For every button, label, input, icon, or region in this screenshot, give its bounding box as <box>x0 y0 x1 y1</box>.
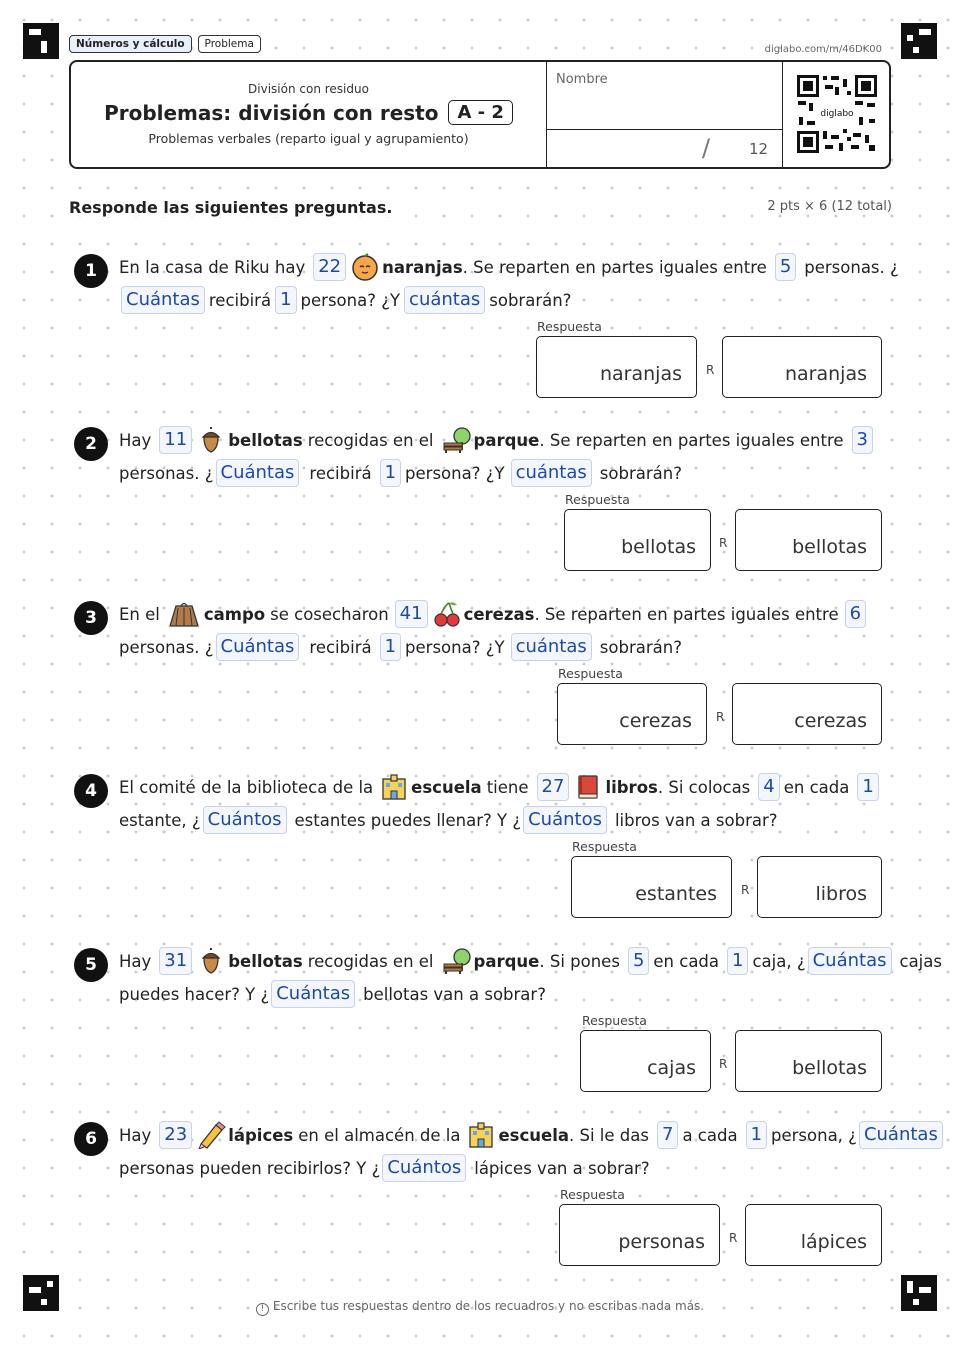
number-box: 7 <box>657 1121 678 1149</box>
worksheet-code: A - 2 <box>448 100 512 125</box>
name-label: Nombre <box>556 72 608 87</box>
remainder-label: R <box>719 1057 728 1071</box>
answer-box-remainder[interactable]: bellotas <box>735 1030 882 1092</box>
text: bellotas van a sobrar? <box>363 984 546 1004</box>
item-name: bellotas <box>228 430 303 450</box>
text: . Se reparten en partes iguales entre <box>539 430 844 450</box>
text: estante, ¿ <box>119 810 201 830</box>
problem-text-line-2 <box>119 806 778 834</box>
site-url[interactable]: diglabo.com/m/46DK00 <box>764 44 882 55</box>
problem-text-line-2 <box>119 980 546 1008</box>
answer-box-quotient[interactable]: bellotas <box>564 509 711 571</box>
answer-box-remainder[interactable]: cerezas <box>732 683 882 745</box>
answer-box-remainder[interactable]: lápices <box>745 1204 882 1266</box>
text: En el <box>119 604 160 624</box>
tag-problem: Problema <box>198 35 261 53</box>
school-icon <box>466 1121 496 1149</box>
problem-text-line-1 <box>119 1121 947 1149</box>
answer-box-quotient[interactable]: estantes <box>571 856 732 918</box>
place-name: escuela <box>411 777 482 797</box>
problem-number: 2 <box>74 427 108 461</box>
text: recibirá <box>208 290 272 310</box>
text: tiene <box>486 777 529 797</box>
text: sobrarán? <box>599 637 682 657</box>
footer-text: Escribe tus respuestas dentro de los recuadros y no escribas nada más. <box>272 1299 705 1313</box>
place-name: campo <box>203 604 266 624</box>
answer-label: Respuesta <box>560 1187 625 1202</box>
item-name: naranjas <box>382 257 463 277</box>
category-tags <box>69 35 261 53</box>
text: personas. ¿ <box>119 463 214 483</box>
text: lápices van a sobrar? <box>474 1158 650 1178</box>
text: a cada <box>682 1125 738 1145</box>
remainder-label: R <box>729 1231 738 1245</box>
answer-box-remainder[interactable]: naranjas <box>722 336 882 398</box>
question-word-box: Cuántas <box>216 459 300 487</box>
pencil-icon <box>196 1121 226 1149</box>
question-word-box: cuántas <box>404 286 485 314</box>
question-word-box: Cuántas <box>808 947 892 975</box>
problem-number: 3 <box>74 601 108 635</box>
text: persona, ¿ <box>771 1125 857 1145</box>
item-name: lápices <box>228 1125 294 1145</box>
question-word-box: Cuántos <box>203 806 287 834</box>
text: . Si colocas <box>657 777 751 797</box>
problem-text-line-2 <box>119 1154 650 1182</box>
text: persona? ¿Y <box>405 463 505 483</box>
score-field <box>546 130 782 167</box>
score-slash: / <box>702 134 711 162</box>
orange-icon <box>350 253 380 281</box>
number-box: 11 <box>159 426 192 454</box>
problem-text-line-2 <box>119 459 682 487</box>
text: personas. ¿ <box>119 637 214 657</box>
question-word-box: Cuántas <box>859 1121 943 1149</box>
place-name: escuela <box>498 1125 570 1145</box>
number-box: 27 <box>537 773 570 801</box>
score-total: 12 <box>749 140 769 158</box>
answer-box-quotient[interactable]: personas <box>559 1204 720 1266</box>
number-box: 5 <box>628 947 649 975</box>
text: persona? ¿Y <box>405 637 505 657</box>
text: recibirá <box>309 637 372 657</box>
problem-number: 5 <box>74 948 108 982</box>
text: recogidas en el <box>307 951 434 971</box>
question-word-box: Cuántas <box>216 633 300 661</box>
number-box: 22 <box>313 253 346 281</box>
acorn-icon <box>196 426 226 454</box>
number-box: 1 <box>275 286 296 314</box>
problem-text-line-1 <box>119 426 877 454</box>
cherry-icon <box>432 600 462 628</box>
number-box: 23 <box>159 1121 192 1149</box>
question-word-box: Cuántas <box>271 980 355 1008</box>
number-box: 31 <box>159 947 192 975</box>
name-field[interactable] <box>546 62 782 130</box>
text: . Si le das <box>569 1125 649 1145</box>
park-icon <box>442 426 472 454</box>
header-description: Problemas verbales (reparto igual y agrupamiento) <box>148 131 469 146</box>
text: estantes puedes llenar? Y ¿ <box>294 810 522 830</box>
number-box: 1 <box>727 947 748 975</box>
text: cajas <box>899 951 942 971</box>
item-name: cerezas <box>463 604 535 624</box>
warning-icon: ! <box>256 1303 269 1316</box>
text: . Se reparten en partes iguales entre <box>534 604 839 624</box>
place-name: parque <box>473 430 540 450</box>
problem-text-line-1 <box>119 947 942 975</box>
text: En la casa de Riku hay <box>119 257 306 277</box>
text: se cosecharon <box>270 604 389 624</box>
qr-code <box>782 62 889 167</box>
text: Hay <box>119 1125 152 1145</box>
number-box: 1 <box>746 1121 767 1149</box>
text: Hay <box>119 951 152 971</box>
question-word-box: cuántas <box>511 633 592 661</box>
header-title-block <box>71 62 546 167</box>
problem-text-line-2 <box>119 286 571 314</box>
remainder-label: R <box>706 363 715 377</box>
acorn-icon <box>196 947 226 975</box>
answer-label: Respuesta <box>565 492 630 507</box>
item-name: libros <box>605 777 658 797</box>
answer-label: Respuesta <box>582 1013 647 1028</box>
text: caja, ¿ <box>752 951 806 971</box>
answer-label: Respuesta <box>537 319 602 334</box>
number-box: 1 <box>857 773 878 801</box>
question-word-box: Cuántas <box>121 286 205 314</box>
problem-number: 6 <box>74 1122 108 1156</box>
text: personas pueden recibirlos? Y ¿ <box>119 1158 381 1178</box>
item-name: bellotas <box>228 951 303 971</box>
book-icon <box>573 773 603 801</box>
problem-text-line-1 <box>119 253 899 281</box>
number-box: 5 <box>775 253 796 281</box>
text: sobrarán? <box>489 290 572 310</box>
text: sobrarán? <box>599 463 682 483</box>
answer-box-quotient[interactable]: cajas <box>580 1030 711 1092</box>
footer-note <box>0 1299 960 1316</box>
problem-number: 4 <box>74 774 108 808</box>
question-word-box: Cuántos <box>382 1154 466 1182</box>
text: en cada <box>783 777 850 797</box>
remainder-label: R <box>741 883 750 897</box>
school-icon <box>379 773 409 801</box>
corner-marker-top-left <box>23 23 59 59</box>
text: persona? ¿Y <box>300 290 401 310</box>
text: en cada <box>653 951 720 971</box>
text: El comité de la biblioteca de la <box>119 777 374 797</box>
text: libros van a sobrar? <box>614 810 778 830</box>
text: Hay <box>119 430 152 450</box>
remainder-label: R <box>716 710 725 724</box>
worksheet-header <box>69 60 891 169</box>
page-title: Problemas: división con resto <box>104 100 439 125</box>
number-box: 6 <box>845 600 866 628</box>
corner-marker-top-right <box>901 23 937 59</box>
problem-text-line-1 <box>119 600 870 628</box>
text: . Se reparten en partes iguales entre <box>462 257 767 277</box>
remainder-label: R <box>719 536 728 550</box>
header-subtitle: División con residuo <box>248 82 369 96</box>
question-word-box: cuántas <box>511 459 592 487</box>
problem-number: 1 <box>74 254 108 288</box>
points-info: 2 pts × 6 (12 total) <box>767 199 892 214</box>
text: puedes hacer? Y ¿ <box>119 984 270 1004</box>
text: en el almacén de la <box>298 1125 461 1145</box>
park-icon <box>442 947 472 975</box>
number-box: 1 <box>380 633 401 661</box>
qr-text: diglabo <box>820 109 854 119</box>
field-icon <box>166 600 202 628</box>
text: recogidas en el <box>307 430 434 450</box>
problem-text-line-1 <box>119 773 883 801</box>
number-box: 41 <box>395 600 428 628</box>
tag-numbers: Números y cálculo <box>69 35 192 53</box>
number-box: 1 <box>380 459 401 487</box>
answer-box-quotient[interactable]: cerezas <box>557 683 707 745</box>
text: . Si pones <box>539 951 620 971</box>
answer-box-quotient[interactable]: naranjas <box>536 336 697 398</box>
qr-code-icon <box>795 73 879 155</box>
text: personas. ¿ <box>804 257 899 277</box>
answer-box-remainder[interactable]: bellotas <box>735 509 882 571</box>
instructions: Responde las siguientes preguntas. <box>69 198 396 217</box>
number-box: 4 <box>758 773 779 801</box>
answer-label: Respuesta <box>558 666 623 681</box>
answer-box-remainder[interactable]: libros <box>757 856 882 918</box>
place-name: parque <box>473 951 540 971</box>
question-word-box: Cuántos <box>523 806 607 834</box>
number-box: 3 <box>852 426 873 454</box>
answer-label: Respuesta <box>572 839 637 854</box>
problem-text-line-2 <box>119 633 682 661</box>
text: recibirá <box>309 463 372 483</box>
